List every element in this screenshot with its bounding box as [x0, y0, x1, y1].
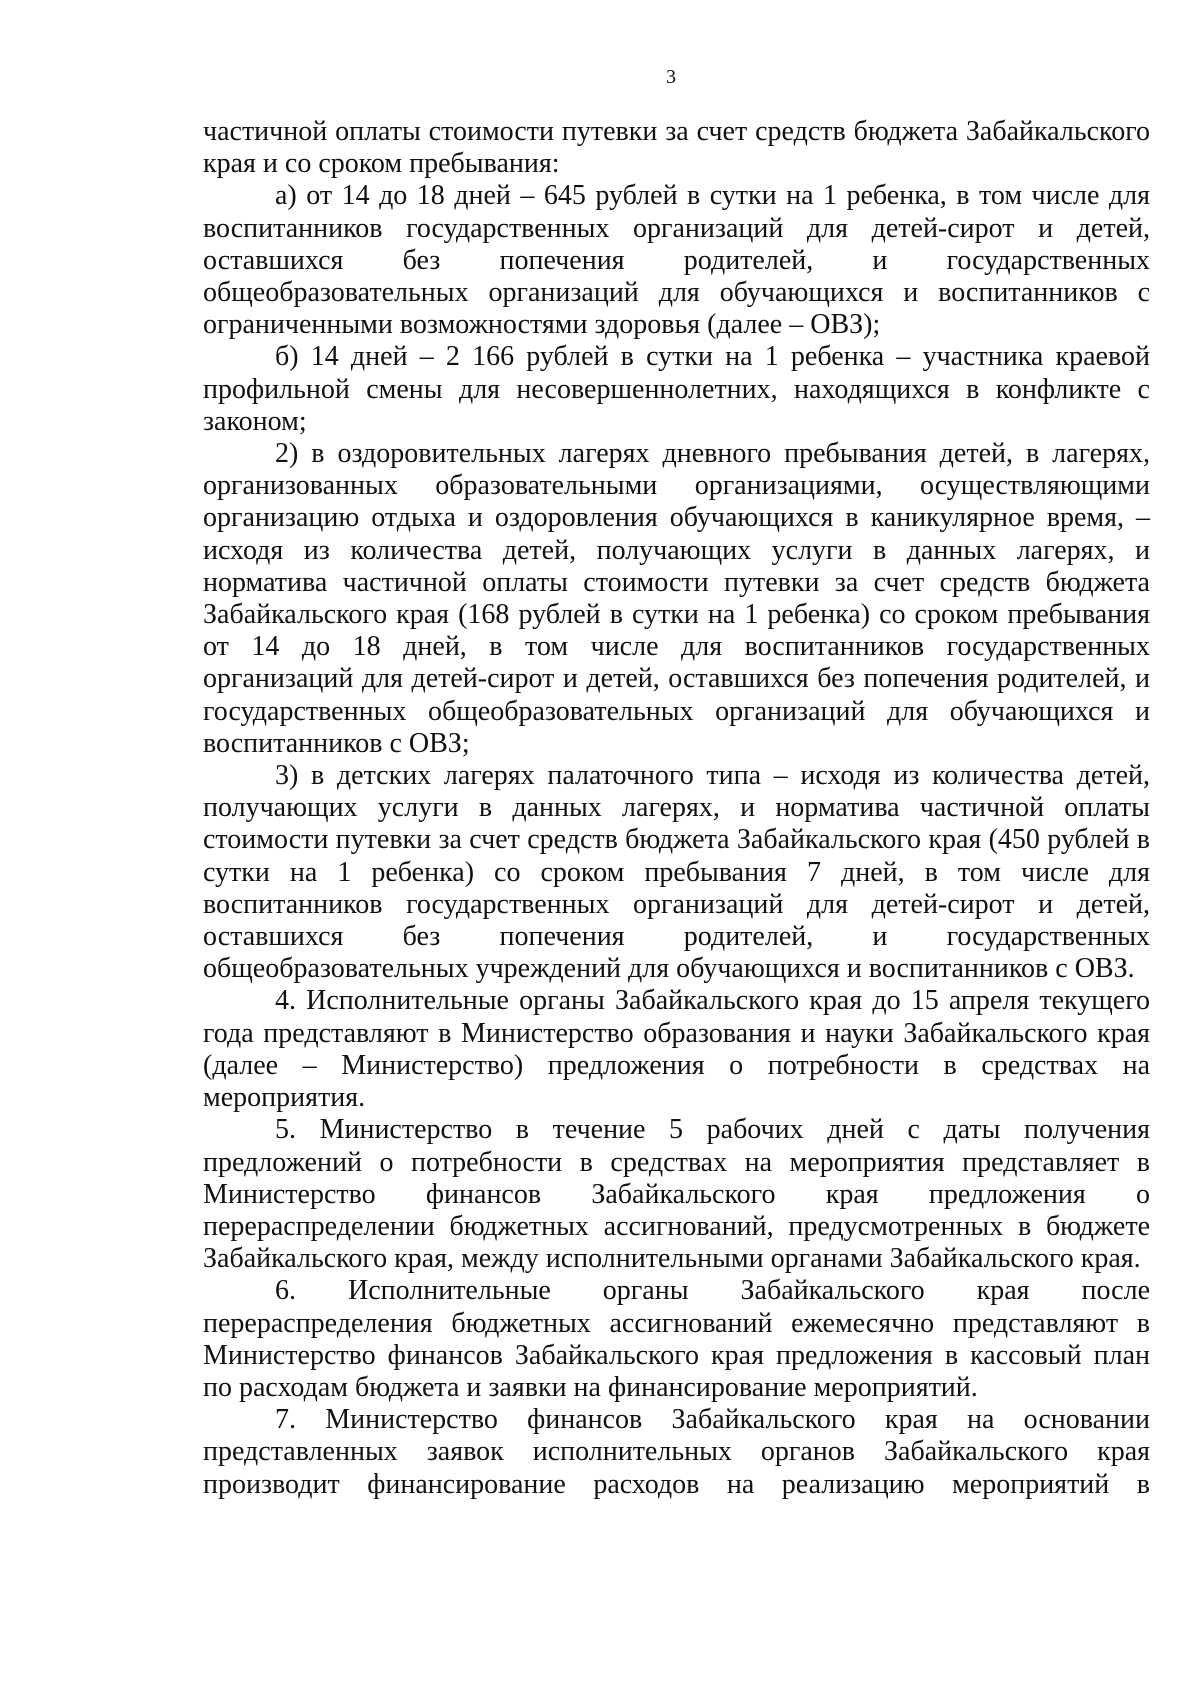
- paragraph-item-2: 2) в оздоровительных лагерях дневного пребывания детей, в лагерях, организованных образовательными организациями, осуществляющими организацию отдыха и оздоровления обучающихся в каникулярное время, – исходя из количества детей, получающих услуги в данных лагерях, и норматива частичной оплаты стоимости путевки за счет средств бюджета Забайкальского края (168 рублей в сутки на 1 ребенка) со сроком пребывания от 14 до 18 дней, в том числе для воспитанников государственных организаций для детей-сирот и детей, оставшихся без попечения родителей, и государственных общеобразовательных организаций для обучающихся и воспитанников с ОВЗ;: [203, 438, 1150, 759]
- paragraph-item-3: 3) в детских лагерях палаточного типа – исходя из количества детей, получающих услуги в данных лагерях, и норматива частичной оплаты стоимости путевки за счет средств бюджета Забайкальского края (450 рублей в сутки на 1 ребенка) со сроком пребывания 7 дней, в том числе для воспитанников государственных организаций для детей-сирот и детей, оставшихся без попечения родителей, и государственных общеобразовательных учреждений для обучающихся и воспитанников с ОВЗ.: [203, 760, 1150, 985]
- document-body: [203, 116, 1150, 1501]
- page-number: 3: [666, 66, 676, 88]
- paragraph-clause-7: 7. Министерство финансов Забайкальского края на основании представленных заявок исполнительных органов Забайкальского края производит финансирование расходов на реализацию мероприятий в: [203, 1404, 1150, 1500]
- paragraph-clause-5: 5. Министерство в течение 5 рабочих дней с даты получения предложений о потребности в средствах на мероприятия представляет в Министерство финансов Забайкальского края предложения о перераспределении бюджетных ассигнований, предусмотренных в бюджете Забайкальского края, между исполнительными органами Забайкальского края.: [203, 1114, 1150, 1275]
- paragraph-continuation: частичной оплаты стоимости путевки за счет средств бюджета Забайкальского края и со сроком пребывания:: [203, 116, 1150, 180]
- paragraph-subitem-a: а) от 14 до 18 дней – 645 рублей в сутки на 1 ребенка, в том числе для воспитанников государственных организаций для детей-сирот и детей, оставшихся без попечения родителей, и государственных общеобразовательных организаций для обучающихся и воспитанников с ограниченными возможностями здоровья (далее – ОВЗ);: [203, 180, 1150, 341]
- paragraph-clause-6: 6. Исполнительные органы Забайкальского края после перераспределения бюджетных ассигнований ежемесячно представляют в Министерство финансов Забайкальского края предложения в кассовый план по расходам бюджета и заявки на финансирование мероприятий.: [203, 1275, 1150, 1403]
- paragraph-subitem-b: б) 14 дней – 2 166 рублей в сутки на 1 ребенка – участника краевой профильной смены для несовершеннолетних, находящихся в конфликте с законом;: [203, 341, 1150, 437]
- paragraph-clause-4: 4. Исполнительные органы Забайкальского края до 15 апреля текущего года представляют в Министерство образования и науки Забайкальского края (далее – Министерство) предложения о потребности в средствах на мероприятия.: [203, 985, 1150, 1114]
